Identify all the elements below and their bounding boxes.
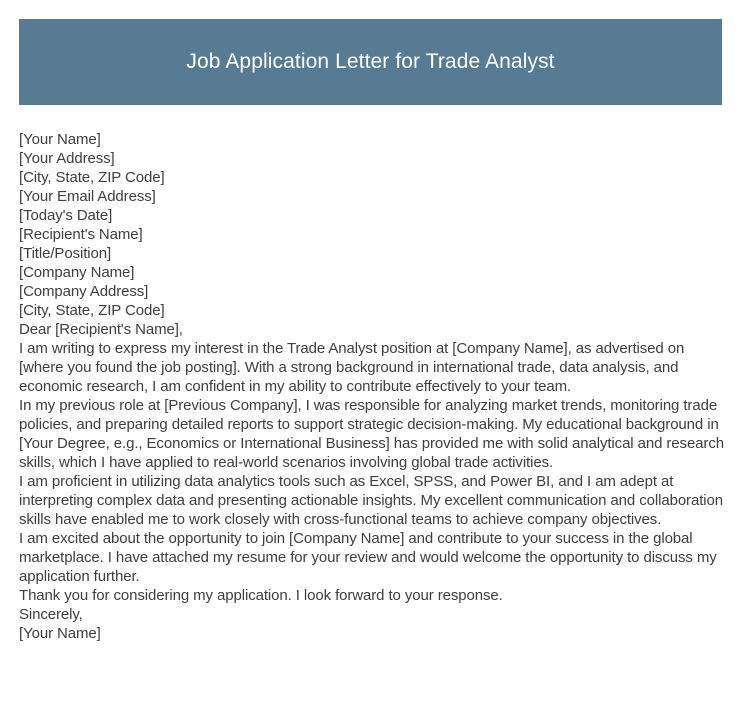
company-city-line: [City, State, ZIP Code] bbox=[19, 302, 165, 319]
recipient-name-line: [Recipient's Name] bbox=[19, 226, 143, 243]
document-header bbox=[19, 19, 722, 105]
salutation: Dear [Recipient's Name], bbox=[19, 321, 183, 338]
company-address-line: [Company Address] bbox=[19, 283, 149, 300]
letter-body bbox=[19, 130, 726, 643]
letter-paragraph-5: Thank you for considering my application. I look forward to your response. bbox=[19, 587, 503, 604]
document-title: Job Application Letter for Trade Analyst bbox=[186, 50, 555, 73]
sender-city-line: [City, State, ZIP Code] bbox=[19, 169, 165, 186]
signature-line: [Your Name] bbox=[19, 625, 101, 642]
company-name-line: [Company Name] bbox=[19, 264, 135, 281]
document-page bbox=[0, 19, 740, 724]
date-line: [Today's Date] bbox=[19, 207, 113, 224]
letter-paragraph-1: I am writing to express my interest in the Trade Analyst position at [Company Name], as advertised on [where you found the job posting]. With a strong background in international trade, data analysis, and economic research, I am confident in my ability to contribute effectively to your team. bbox=[19, 340, 685, 395]
recipient-title-line: [Title/Position] bbox=[19, 245, 112, 262]
letter-paragraph-4: I am excited about the opportunity to join [Company Name] and contribute to your success in the global marketplace. I have attached my resume for your review and would welcome the opportunity to discuss my application further. bbox=[19, 530, 717, 585]
letter-paragraph-2: In my previous role at [Previous Company], I was responsible for analyzing market trends, monitoring trade policies, and preparing detailed reports to support strategic decision-making. My educational background in [Your Degree, e.g., Economics or International Business] has provided me with solid analytical and research skills, which I have applied to real-world scenarios involving global trade activities. bbox=[19, 397, 724, 471]
sender-name-line: [Your Name] bbox=[19, 131, 101, 148]
sender-address-line: [Your Address] bbox=[19, 150, 115, 167]
sender-email-line: [Your Email Address] bbox=[19, 188, 156, 205]
letter-paragraph-3: I am proficient in utilizing data analytics tools such as Excel, SPSS, and Power BI, and I am adept at interpreting complex data and presenting actionable insights. My excellent communication and collaboration skills have enabled me to work closely with cross-functional teams to achieve company objectives. bbox=[19, 473, 723, 528]
closing-line: Sincerely, bbox=[19, 606, 83, 623]
